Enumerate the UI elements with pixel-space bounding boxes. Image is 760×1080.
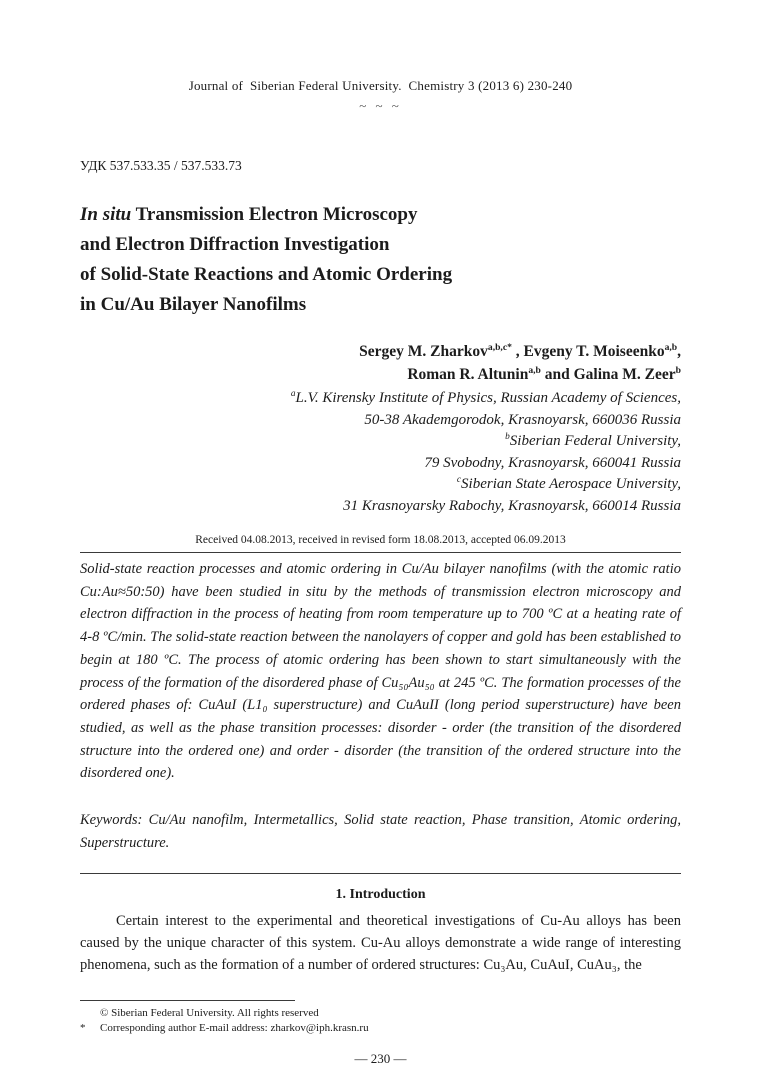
affiliation-text: Siberian State Aerospace University, [461,476,681,492]
affiliations-block [80,388,681,517]
affiliation-sup: c [456,475,462,485]
affiliation-line [80,388,681,410]
udk-code: УДК 537.533.35 / 537.533.73 [80,158,242,173]
authors-line-2 [80,363,681,386]
introduction-paragraph: Certain interest to the experimental and theoretical investigations of Cu-Au alloys has been caused by the unique character of this system. Cu-Au alloys demonstrate a wide range of interesting phenomena, such as the formation of a number of ordered structures: Cu₃Au, CuAuI, CuAu₃, the [80,913,681,974]
footnote-marker-empty [80,1006,100,1021]
author-3-affils: a,b [528,364,541,376]
affiliation-text: L.V. Kirensky Institute of Physics, Russian Academy of Sciences, [295,390,681,406]
introduction-heading: 1. Introduction [335,887,426,903]
corresponding-author-text: Corresponding author E-mail address: zharkov@iph.krasn.ru [100,1021,369,1034]
title-in-situ: In situ [80,204,132,225]
copyright-text: © Siberian Federal University. All rights reserved [100,1007,319,1020]
authors-line-1 [80,340,681,363]
divider-bottom [80,873,681,874]
footnote-copyright-row [80,1006,681,1021]
affiliation-text: 50-38 Akademgorodok, Krasnoyarsk, 660036 Russia [364,411,681,428]
authors-block [80,340,681,386]
affiliation-sup: a [290,389,296,399]
author-2-affils: a,b [664,341,678,353]
footnote-asterisk: * [80,1021,86,1034]
title-line-3: of Solid-State Reactions and Atomic Ordering [80,264,453,285]
footnotes-block [80,1006,681,1035]
paper-title [80,200,681,320]
title-line-1-rest: Transmission Electron Microscopy [131,204,418,225]
affiliation-sup: b [505,432,510,442]
affiliation-line [80,453,681,475]
author-2: Evgeny T. Moiseenko [523,343,665,360]
received-dates: Received 04.08.2013, received in revised form 18.08.2013, accepted 06.09.2013 [195,534,566,546]
affiliation-line [80,496,681,518]
ornament-tildes: ~ ~ ~ [359,98,402,113]
author-separator-3: and [540,366,574,383]
affiliation-line [80,474,681,496]
title-line-1 [80,200,681,230]
journal-header: Journal of Siberian Federal University. Chemistry 3 (2013 6) 230-240 [188,78,573,93]
author-4: Galina M. Zeer [573,366,676,383]
author-4-affils: b [675,364,681,376]
page-number: — 230 — [354,1051,407,1067]
author-1: Sergey M. Zharkov [359,343,488,360]
affiliation-text: 79 Svobodny, Krasnoyarsk, 660041 Russia [424,454,681,471]
title-line-4: in Cu/Au Bilayer Nanofilms [80,294,307,315]
keywords-line: Keywords: Cu/Au nanofilm, Intermetallics, Solid state reaction, Phase transition, Atomic ordering, Superstructure. [80,812,681,851]
author-1-affils: a,b,c* [487,341,512,353]
affiliation-line [80,410,681,432]
divider-top [80,552,681,553]
author-separator: , [511,343,524,360]
affiliation-text: 31 Krasnoyarsky Rabochy, Krasnoyarsk, 660014 Russia [343,497,681,514]
title-line-2: and Electron Diffraction Investigation [80,234,390,255]
footnote-rule [80,1000,295,1001]
abstract-text: Solid-state reaction processes and atomic ordering in Cu/Au bilayer nanofilms (with the atomic ratio Cu:Au≈50:50) have been studied in situ by the methods of transmission electron microscopy and electron diffraction in the process of heating from room temperature up to 700 ºC at a heating rate of 4-8 ºC/min. The solid-state reaction between the nanolayers of copper and gold has been established to begin at 180 ºC. The process of atomic ordering has been shown to start simultaneously with the process of the formation of the disordered phase of Cu₅₀Au₅₀ at 245 ºC. The formation processes of the ordered phases of: CuAuI (L1₀ superstructure) and CuAuII (long period superstructure) have been studied, as well as the phase transition processes: disorder - order (the transition of the disordered structure into the ordered one) and order - disorder (the transition of the ordered structure into the disordered one). [80,561,681,782]
affiliation-line [80,431,681,453]
affiliation-text: Siberian Federal University, [509,433,681,449]
author-3: Roman R. Altunin [407,366,529,383]
footnote-corresponding-row [80,1021,681,1036]
author-separator-2: , [677,343,681,360]
